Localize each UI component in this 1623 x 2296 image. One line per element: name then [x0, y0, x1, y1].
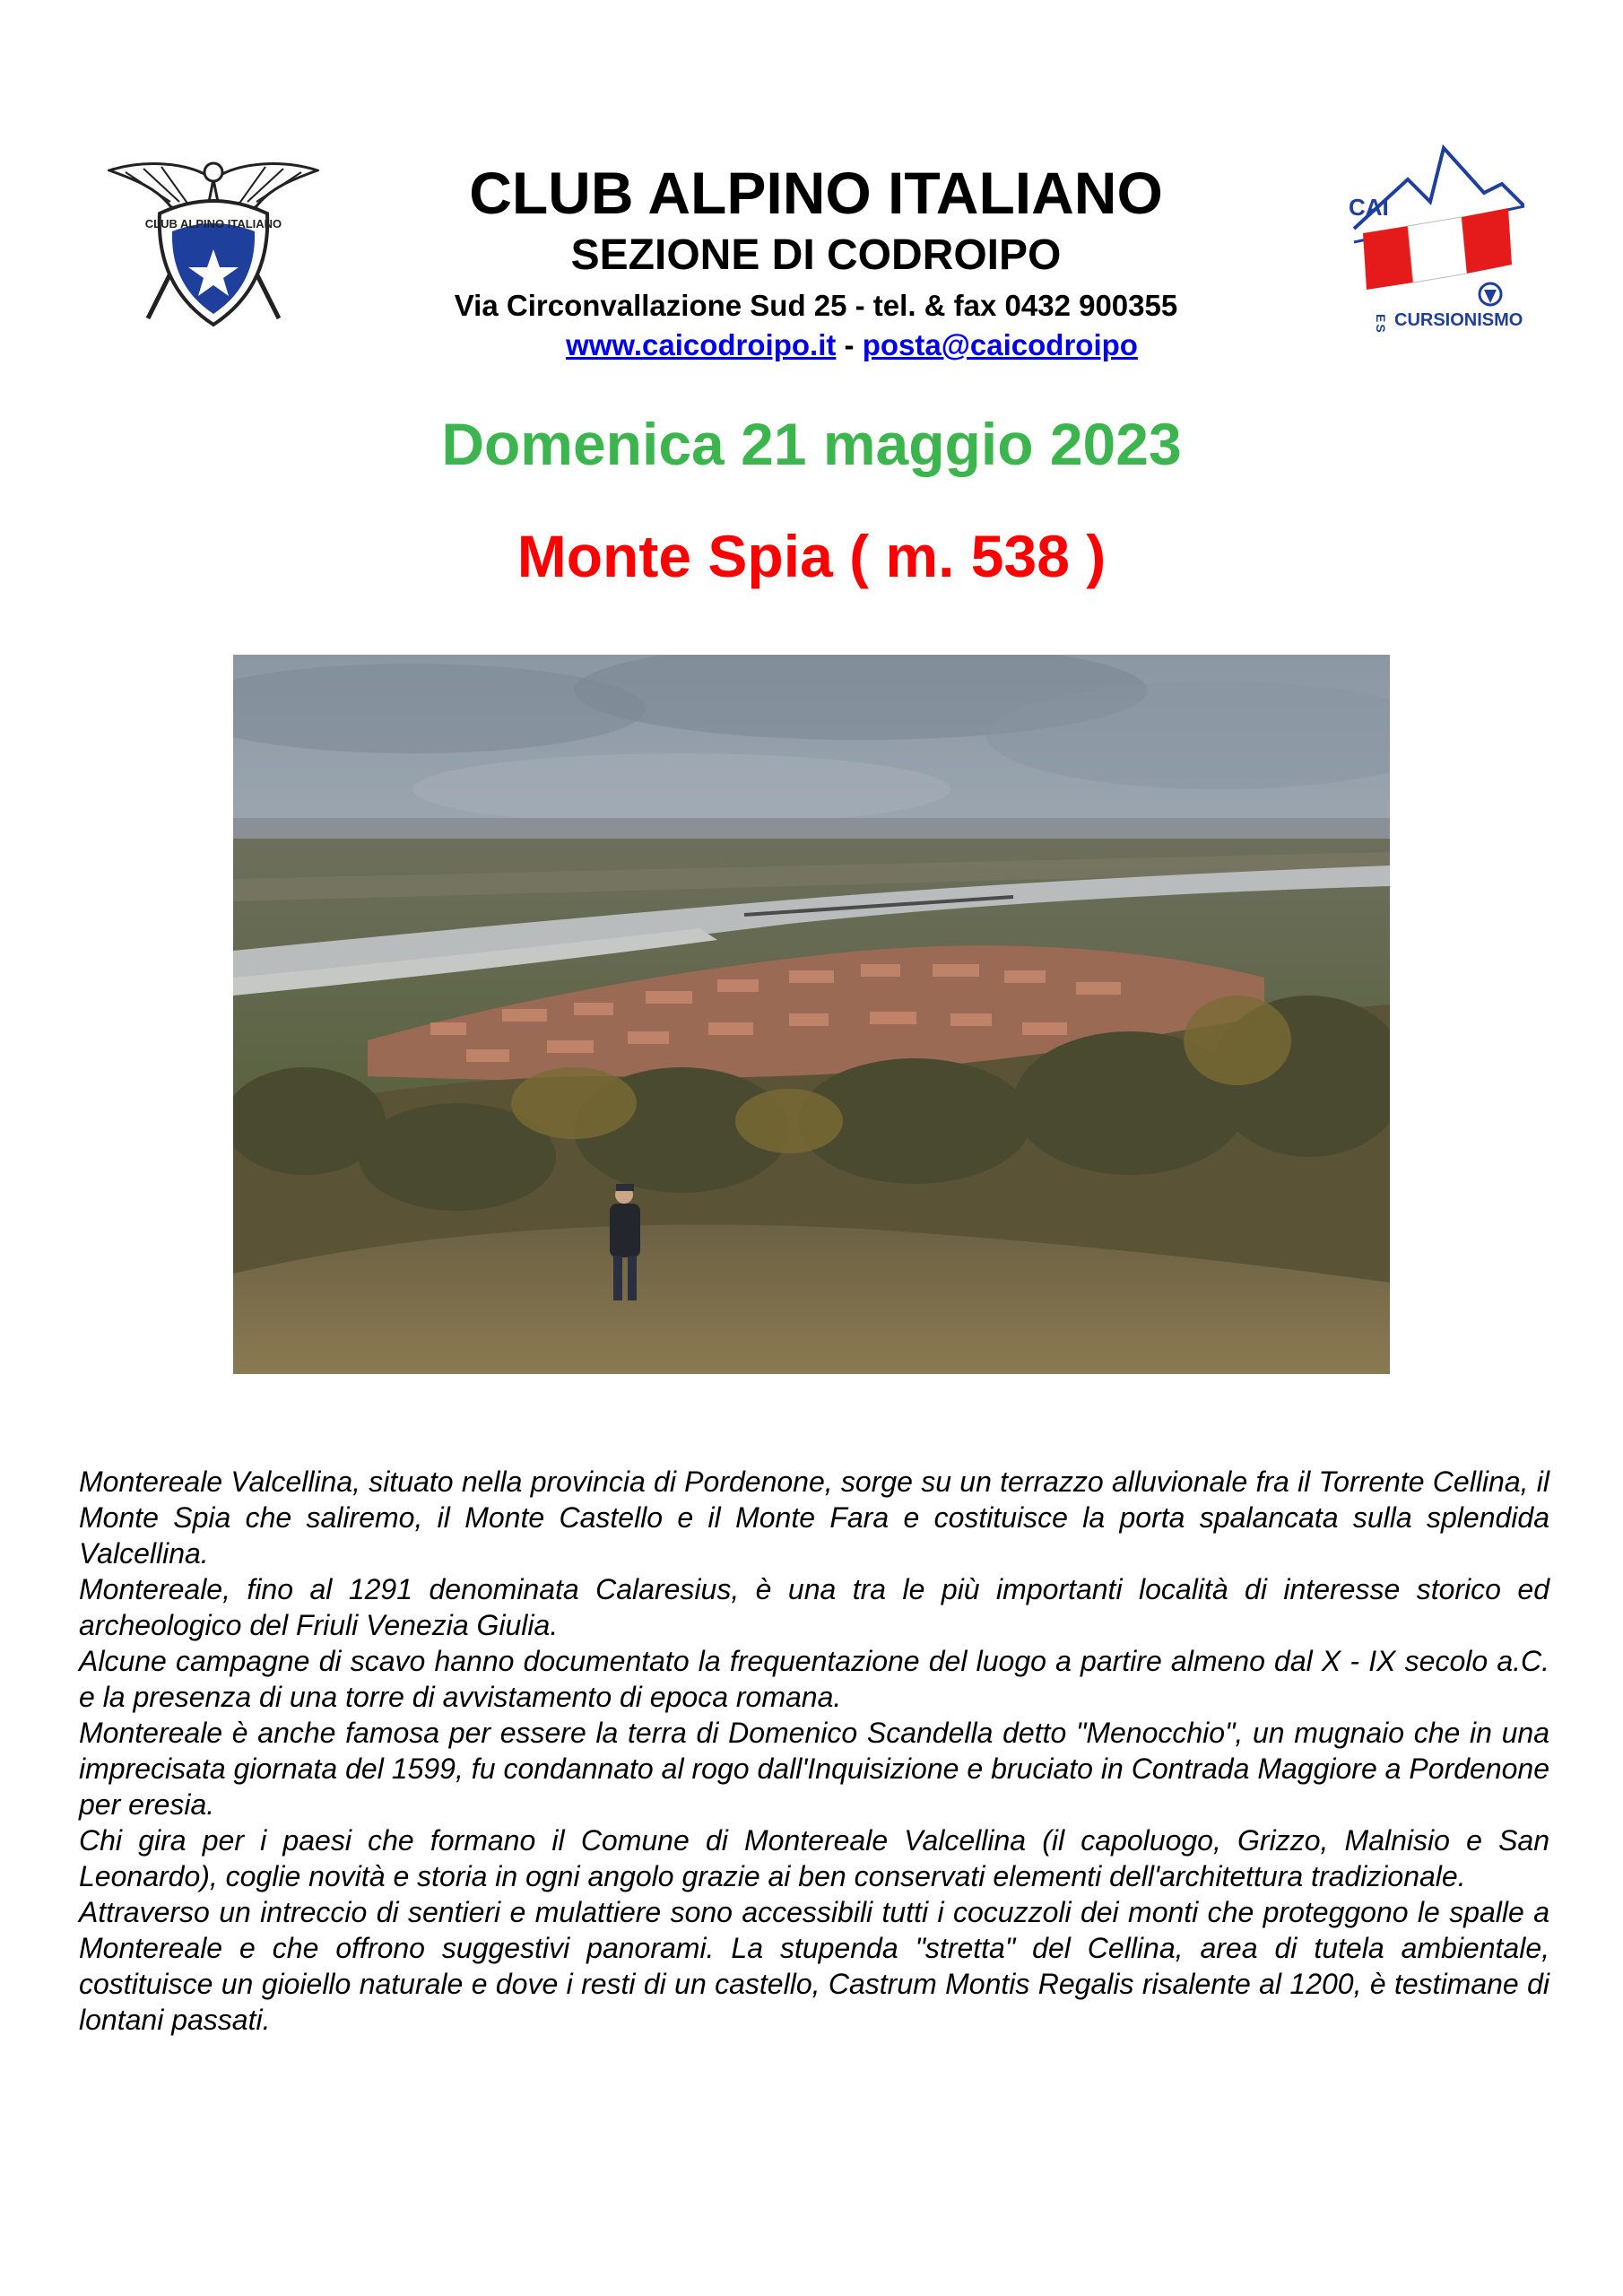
- section-name: SEZIONE DI CODROIPO: [570, 231, 1062, 279]
- emblem-text: CLUB ALPINO ITALIANO: [144, 217, 282, 230]
- contact-links: [323, 326, 1309, 365]
- event-peak: Monte Spia ( m. 538 ): [516, 523, 1107, 589]
- escursionismo-logo-icon: [1345, 144, 1524, 336]
- email-link[interactable]: posta@caicodroipo: [862, 328, 1138, 361]
- website-link[interactable]: www.caicodroipo.it: [566, 328, 837, 361]
- paragraph-1: Montereale Valcellina, situato nella provincia di Pordenone, sorge su un terrazzo alluvionale fra il Torrente Cellina, il Monte Spia che saliremo, il Monte Castello e il Monte Fara e costituisce la porta spalancata sulla splendida Valcellina.: [79, 1465, 1549, 1570]
- paragraph-2: Montereale, fino al 1291 denominata Calaresius, è una tra le più importanti località di interesse storico ed archeologico del Friuli Venezia Giulia.: [79, 1573, 1549, 1641]
- paragraph-6: Attraverso un intreccio di sentieri e mulattiere sono accessibili tutti i cocuzzoli dei monti che proteggono le spalle a Montereale e che offrono suggestivi panorami. La stupenda "stretta" del Cellina, area di tutela ambientale, costituisce un gioiello naturale e dove i resti di un castello, Castrum Montis Regalis risalente al 1200, è testimane di lontani passati.: [79, 1896, 1549, 2036]
- address: Via Circonvallazione Sud 25 - tel. & fax 0432 900355: [454, 289, 1178, 322]
- cai-label: CAI: [1349, 194, 1389, 221]
- link-separator: -: [844, 328, 855, 361]
- paragraph-4: Montereale è anche famosa per essere la terra di Domenico Scandella detto "Menocchio", un mugnaio che in una imprecisata giornata del 1599, fu condannato al rogo dall'Inquisizione e bruciato in Contrada Maggiore a Pordenone per eresia.: [79, 1717, 1549, 1821]
- event-date: Domenica 21 maggio 2023: [441, 411, 1182, 477]
- cai-eagle-emblem-icon: [108, 152, 319, 332]
- header: [323, 157, 1309, 365]
- description: [79, 1464, 1549, 2038]
- club-name: CLUB ALPINO ITALIANO: [469, 160, 1163, 226]
- escursionismo-label: CURSIONISMO: [1394, 310, 1523, 330]
- es-label: ES: [1374, 314, 1388, 335]
- paragraph-3: Alcune campagne di scavo hanno documentato la frequentazione del luogo a partire almeno dal X - IX secolo a.C. e la presenza di una torre di avvistamento di epoca romana.: [79, 1645, 1549, 1713]
- landscape-photo-icon: [233, 655, 1390, 1374]
- paragraph-5: Chi gira per i paesi che formano il Comune di Montereale Valcellina (il capoluogo, Grizzo, Malnisio e San Leonardo), coglie novità e storia in ogni angolo grazie ai ben conservati elementi dell'architettura tradizionale.: [79, 1824, 1549, 1892]
